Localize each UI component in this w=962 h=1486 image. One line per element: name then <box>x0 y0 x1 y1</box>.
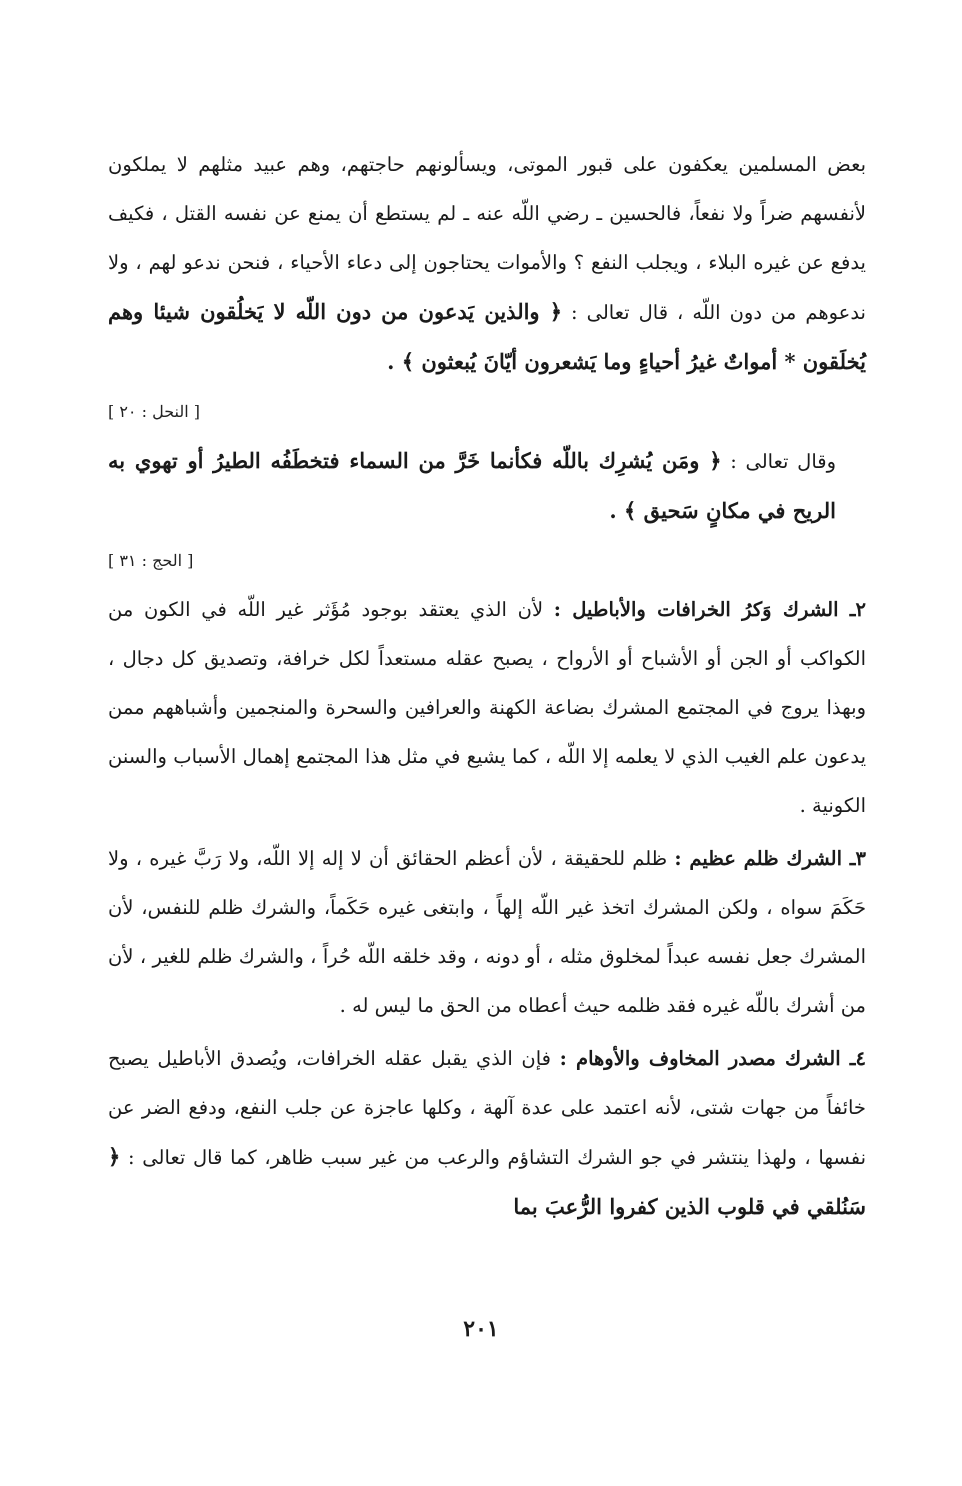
section-heading-injustice: ٣ـ الشرك ظلم عظيم : <box>674 847 866 870</box>
page-number: ٢٠١ <box>463 1316 499 1342</box>
paragraph-superstitions-text: لأن الذي يعتقد بوجود مُؤَثر غير اللّه في الكون من الكواكب أو الجن أو الأشباح أو الأرواح ، يصبح عقله مستعداً لكل خرافة، وتصديق كل دجال ، وبهذا يروج في المجتمع المشرك بضاعة الكهنة والعرافين والسحرة والمنجمين وأشباههم ممن يدعون علم الغيب الذي لا يعلمه إلا اللّه ، كما يشيع في مثل هذا المجتمع إهمال الأسباب والسنن الكونية . <box>108 598 866 817</box>
reference-line-hajj <box>108 536 866 585</box>
quran-verse-nahl: ﴿ والذين يَدعون من دون اللّه لا يَخلُقون شيئا وهم يُخلَقون * أمواتٌ غيرُ أحياءٍ وما يَشعرون أيّانَ يُبعثون ﴾ . <box>108 299 866 374</box>
paragraph-hajj-intro: وقال تعالى : <box>730 450 836 473</box>
page-body <box>108 140 866 1232</box>
section-heading-superstitions: ٢ـ الشرك وَكرُ الخرافات والأباطيل : <box>553 598 866 621</box>
quran-verse-imran: ﴿ سَنُلقي في قلوب الذين كفروا الرُّعبَ بما <box>108 1144 866 1219</box>
paragraph-intro <box>108 140 866 387</box>
paragraph-intro-text: بعض المسلمين يعكفون على قبور الموتى، ويسألونهم حاجتهم، وهم عبيد مثلهم لا يملكون لأنفسهم ضراً ولا نفعاً، فالحسين ـ رضي اللّه عنه ـ لم يستطع أن يمنع عن نفسه القتل ، فكيف يدفع عن غيره البلاء ، ويجلب النفع ؟ والأموات يحتاجون إلى دعاء الأحياء ، فنحن ندعو لهم ، ولا ندعوهم من دون اللّه ، قال تعالى : <box>108 153 866 324</box>
verse-reference-nahl: [ النحل : ٢٠ ] <box>108 402 200 421</box>
reference-line-nahl <box>108 387 866 436</box>
verse-reference-hajj: [ الحج : ٣١ ] <box>108 551 194 570</box>
paragraph-hajj <box>108 436 866 536</box>
paragraph-fears-text: فإن الذي يقبل عقله الخرافات، ويُصدق الأباطيل يصبح خائفاً من جهات شتى، لأنه اعتمد على عدة آلهة ، وكلها عاجزة عن جلب النفع، ودفع الضر عن نفسها ، ولهذا ينتشر في جو الشرك التشاؤم والرعب من غير سبب ظاهر، كما قال تعالى : <box>108 1047 867 1169</box>
paragraph-injustice-text: ظلم للحقيقة ، لأن أعظم الحقائق أن لا إله إلا اللّه، ولا رَبَّ غيره ، ولا حَكَمَ سواه ، ولكن المشرك اتخذ غير اللّه إلهاً ، وابتغى غيره حَكَماً، والشرك ظلم للنفس، لأن المشرك جعل نفسه عبداً لمخلوق مثله ، أو دونه ، وقد خلقه اللّه حُراً ، والشرك ظلم للغير ، لأن من أشرك باللّه غيره فقد ظلمه حيث أعطاه من الحق ما ليس له . <box>108 847 866 1017</box>
paragraph-injustice <box>108 834 866 1030</box>
section-heading-fears: ٤ـ الشرك مصدر المخاوف والأوهام : <box>559 1047 867 1070</box>
quran-verse-hajj: ﴿ ومَن يُشرِك باللّه فكأنما خَرَّ من السماء فتخطَفُه الطيرُ أو تهوي به الريح في مكانٍ سَحيق ﴾ . <box>108 448 836 523</box>
paragraph-superstitions <box>108 585 866 830</box>
paragraph-fears <box>108 1034 866 1232</box>
